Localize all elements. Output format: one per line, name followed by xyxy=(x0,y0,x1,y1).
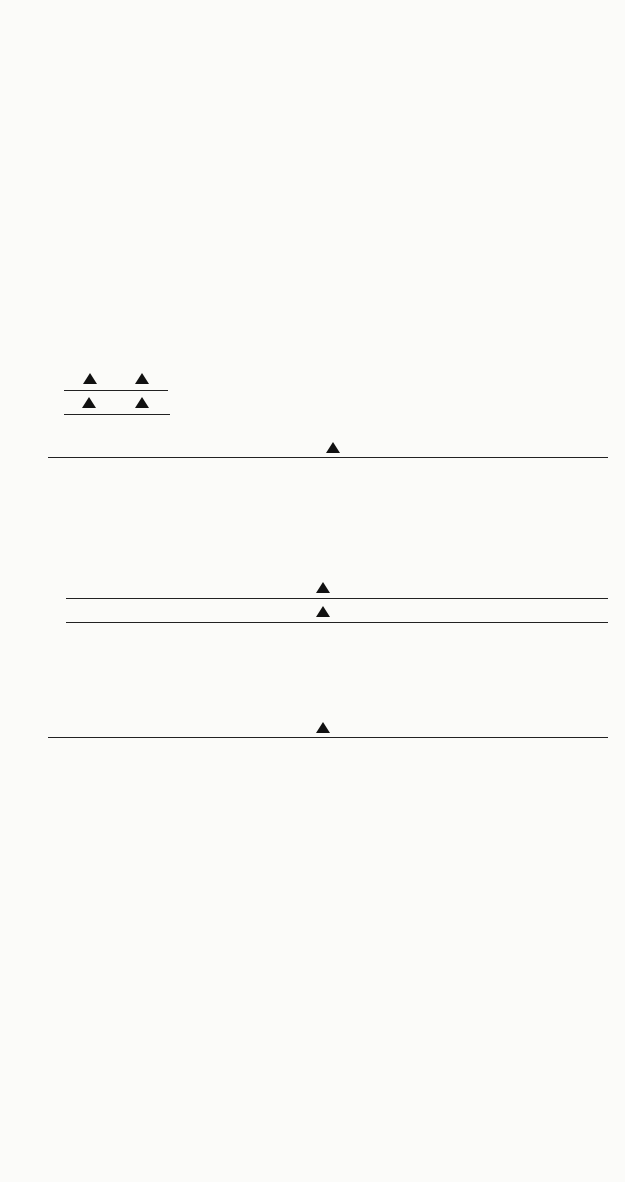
answer-blank[interactable] xyxy=(64,370,116,391)
answer-marker xyxy=(316,582,330,593)
answer-line[interactable] xyxy=(66,622,608,623)
answer-marker xyxy=(326,442,340,453)
answer-blank[interactable] xyxy=(114,394,170,415)
answer-blank[interactable] xyxy=(116,370,168,391)
answer-marker xyxy=(316,722,330,733)
answer-line[interactable] xyxy=(66,598,608,599)
answer-marker xyxy=(316,606,330,617)
answer-line[interactable] xyxy=(48,737,608,738)
question-6-1b xyxy=(64,394,170,415)
answer-line[interactable] xyxy=(48,457,608,458)
question-6-1a xyxy=(64,370,168,391)
answer-blank[interactable] xyxy=(64,394,114,415)
